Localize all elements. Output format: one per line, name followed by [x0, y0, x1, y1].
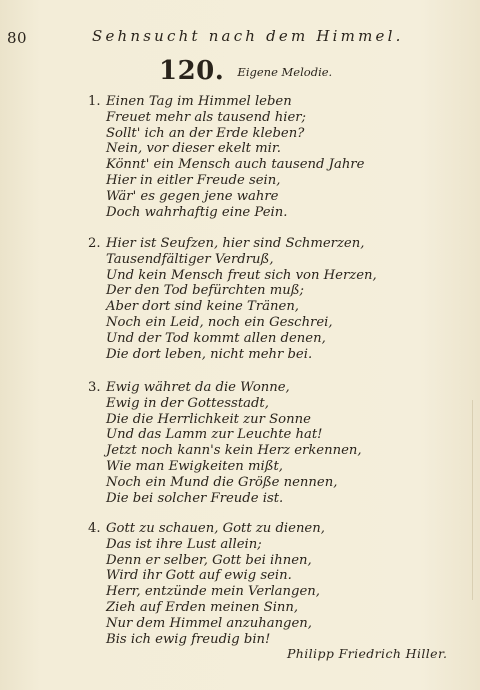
stanza-line: Ewig in der Gottesstadt, — [106, 395, 269, 411]
running-title: Sehnsucht nach dem Himmel. — [92, 27, 404, 45]
stanza-line: Herr, entzünde mein Verlangen, — [106, 584, 320, 600]
stanza-line: Bis ich ewig freudig bin! — [106, 631, 271, 647]
stanza-1 — [88, 94, 364, 220]
stanza-line: Hier in eitler Freude sein, — [106, 172, 281, 188]
stanza-number: 4. — [88, 521, 101, 536]
stanza-line: Freuet mehr als tausend hier; — [106, 109, 307, 125]
stanza-line: 3. Ewig währet da die Wonne, — [88, 380, 290, 395]
stanza-line: Wird ihr Gott auf ewig sein. — [106, 568, 292, 584]
stanza-line: Die die Herrlichkeit zur Sonne — [106, 411, 311, 427]
stanza-line: Sollt' ich an der Erde kleben? — [106, 125, 305, 141]
hymn-number: 120. — [159, 56, 225, 86]
stanza-number: 3. — [88, 380, 101, 395]
stanza-line: Aber dort sind keine Tränen, — [106, 299, 300, 315]
stanza-3 — [88, 380, 362, 506]
stanza-line: Tausendfältiger Verdruß, — [106, 251, 274, 267]
stanza-number: 2. — [88, 236, 101, 251]
stanza-line: Und der Tod kommt allen denen, — [106, 330, 326, 346]
page-number: 80 — [7, 29, 28, 47]
stanza-2 — [88, 236, 377, 362]
stanza-line: Doch wahrhaftig eine Pein. — [106, 204, 288, 220]
page-edge-shadow — [472, 400, 473, 600]
stanza-line: Denn er selber, Gott bei ihnen, — [106, 552, 312, 568]
stanza-line: Die bei solcher Freude ist. — [106, 490, 284, 506]
stanza-line: 1. Einen Tag im Himmel leben — [88, 94, 292, 109]
stanza-line: Jetzt noch kann's kein Herz erkennen, — [106, 443, 362, 459]
stanza-line: Wär' es gegen jene wahre — [106, 188, 279, 204]
stanza-line: 2. Hier ist Seufzen, hier sind Schmerzen, — [88, 236, 365, 251]
melody-note: Eigene Melodie. — [237, 65, 333, 79]
stanza-line: Wie man Ewigkeiten mißt, — [106, 458, 283, 474]
stanza-line: Das ist ihre Lust allein; — [106, 536, 262, 552]
stanza-line: Zieh auf Erden meinen Sinn, — [106, 599, 299, 615]
hymn-heading — [159, 56, 332, 86]
stanza-line: Und das Lamm zur Leuchte hat! — [106, 427, 323, 443]
stanza-line: Der den Tod befürchten muß; — [106, 283, 304, 299]
author-credit: Philipp Friedrich Hiller. — [287, 646, 448, 661]
stanza-line: Die dort leben, nicht mehr bei. — [106, 346, 313, 362]
stanza-line: Nur dem Himmel anzuhangen, — [106, 615, 312, 631]
stanza-line: Und kein Mensch freut sich von Herzen, — [106, 267, 377, 283]
stanza-4 — [88, 521, 325, 647]
stanza-line: Noch ein Leid, noch ein Geschrei, — [106, 314, 333, 330]
stanza-line: Nein, vor dieser ekelt mir. — [106, 141, 281, 157]
stanza-line: 4. Gott zu schauen, Gott zu dienen, — [88, 521, 325, 536]
stanza-line: Könnt' ein Mensch auch tausend Jahre — [106, 157, 365, 173]
stanza-line: Noch ein Mund die Größe nennen, — [106, 474, 338, 490]
stanza-number: 1. — [88, 94, 101, 109]
